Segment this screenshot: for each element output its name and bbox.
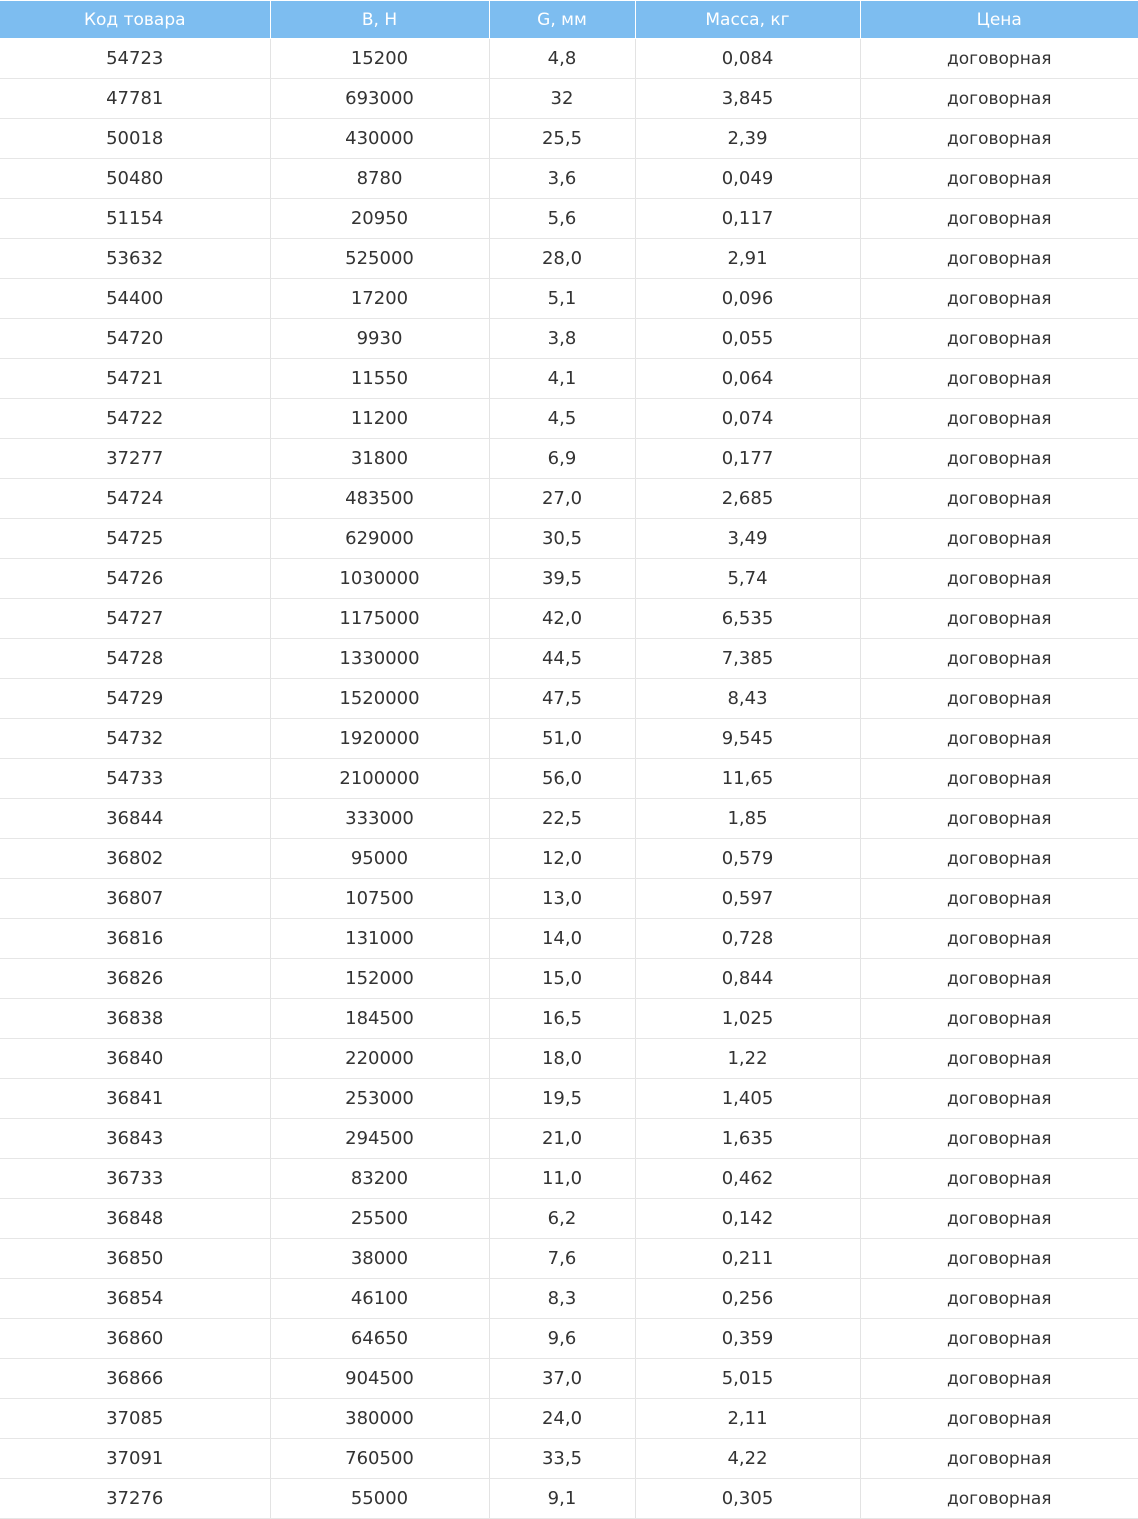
table-row <box>0 639 1138 679</box>
table-row <box>0 759 1138 799</box>
cell-mass: 0,579 <box>635 839 860 879</box>
cell-price: договорная <box>860 199 1138 239</box>
cell-load: 430000 <box>270 119 489 159</box>
cell-g-mm: 7,6 <box>489 1239 635 1279</box>
cell-price: договорная <box>860 1039 1138 1079</box>
cell-mass: 2,11 <box>635 1399 860 1439</box>
cell-mass: 0,211 <box>635 1239 860 1279</box>
cell-mass: 0,305 <box>635 1479 860 1519</box>
cell-g-mm: 3,8 <box>489 319 635 359</box>
cell-g-mm: 30,5 <box>489 519 635 559</box>
cell-load: 1330000 <box>270 639 489 679</box>
cell-g-mm: 24,0 <box>489 1399 635 1439</box>
cell-mass: 1,025 <box>635 999 860 1039</box>
cell-g-mm: 32 <box>489 79 635 119</box>
cell-g-mm: 33,5 <box>489 1439 635 1479</box>
cell-price: договорная <box>860 759 1138 799</box>
cell-product-code: 36860 <box>0 1319 270 1359</box>
table-row <box>0 159 1138 199</box>
cell-price: договорная <box>860 79 1138 119</box>
cell-mass: 0,049 <box>635 159 860 199</box>
cell-price: договорная <box>860 599 1138 639</box>
table-row <box>0 879 1138 919</box>
cell-load: 55000 <box>270 1479 489 1519</box>
cell-price: договорная <box>860 679 1138 719</box>
cell-mass: 6,535 <box>635 599 860 639</box>
cell-price: договорная <box>860 159 1138 199</box>
cell-price: договорная <box>860 399 1138 439</box>
cell-load: 629000 <box>270 519 489 559</box>
header-g-mm[interactable]: G, мм <box>489 1 635 39</box>
table-row <box>0 1039 1138 1079</box>
cell-product-code: 54726 <box>0 559 270 599</box>
cell-load: 31800 <box>270 439 489 479</box>
cell-product-code: 50018 <box>0 119 270 159</box>
cell-mass: 3,845 <box>635 79 860 119</box>
cell-product-code: 36843 <box>0 1119 270 1159</box>
cell-product-code: 36816 <box>0 919 270 959</box>
table-row <box>0 719 1138 759</box>
cell-load: 38000 <box>270 1239 489 1279</box>
cell-g-mm: 44,5 <box>489 639 635 679</box>
cell-mass: 2,685 <box>635 479 860 519</box>
cell-mass: 0,117 <box>635 199 860 239</box>
table-row <box>0 679 1138 719</box>
cell-product-code: 53632 <box>0 239 270 279</box>
cell-g-mm: 4,5 <box>489 399 635 439</box>
cell-load: 95000 <box>270 839 489 879</box>
cell-load: 152000 <box>270 959 489 999</box>
cell-mass: 2,39 <box>635 119 860 159</box>
cell-product-code: 36841 <box>0 1079 270 1119</box>
cell-mass: 9,545 <box>635 719 860 759</box>
cell-g-mm: 56,0 <box>489 759 635 799</box>
cell-product-code: 36844 <box>0 799 270 839</box>
cell-load: 294500 <box>270 1119 489 1159</box>
cell-product-code: 36848 <box>0 1199 270 1239</box>
table-row <box>0 1439 1138 1479</box>
cell-g-mm: 13,0 <box>489 879 635 919</box>
cell-product-code: 36854 <box>0 1279 270 1319</box>
table-row <box>0 999 1138 1039</box>
cell-mass: 7,385 <box>635 639 860 679</box>
cell-load: 83200 <box>270 1159 489 1199</box>
cell-load: 2100000 <box>270 759 489 799</box>
cell-product-code: 54725 <box>0 519 270 559</box>
cell-load: 131000 <box>270 919 489 959</box>
table-row <box>0 1119 1138 1159</box>
cell-mass: 4,22 <box>635 1439 860 1479</box>
cell-mass: 0,597 <box>635 879 860 919</box>
cell-mass: 0,084 <box>635 39 860 79</box>
cell-g-mm: 6,2 <box>489 1199 635 1239</box>
cell-load: 693000 <box>270 79 489 119</box>
table-row <box>0 279 1138 319</box>
cell-product-code: 54721 <box>0 359 270 399</box>
cell-mass: 5,74 <box>635 559 860 599</box>
cell-mass: 11,65 <box>635 759 860 799</box>
cell-price: договорная <box>860 559 1138 599</box>
cell-product-code: 36826 <box>0 959 270 999</box>
cell-product-code: 54727 <box>0 599 270 639</box>
cell-product-code: 36840 <box>0 1039 270 1079</box>
cell-g-mm: 9,1 <box>489 1479 635 1519</box>
cell-load: 15200 <box>270 39 489 79</box>
cell-g-mm: 3,6 <box>489 159 635 199</box>
cell-product-code: 36733 <box>0 1159 270 1199</box>
cell-product-code: 36802 <box>0 839 270 879</box>
cell-product-code: 50480 <box>0 159 270 199</box>
cell-mass: 2,91 <box>635 239 860 279</box>
cell-mass: 8,43 <box>635 679 860 719</box>
cell-load: 333000 <box>270 799 489 839</box>
cell-g-mm: 5,1 <box>489 279 635 319</box>
table-row <box>0 559 1138 599</box>
cell-g-mm: 27,0 <box>489 479 635 519</box>
table-row <box>0 1359 1138 1399</box>
table-row <box>0 79 1138 119</box>
cell-price: договорная <box>860 39 1138 79</box>
cell-load: 1920000 <box>270 719 489 759</box>
cell-price: договорная <box>860 1399 1138 1439</box>
cell-load: 8780 <box>270 159 489 199</box>
cell-mass: 1,85 <box>635 799 860 839</box>
cell-load: 64650 <box>270 1319 489 1359</box>
cell-product-code: 36866 <box>0 1359 270 1399</box>
cell-g-mm: 4,1 <box>489 359 635 399</box>
cell-mass: 5,015 <box>635 1359 860 1399</box>
table-row <box>0 479 1138 519</box>
table-row <box>0 1399 1138 1439</box>
cell-g-mm: 12,0 <box>489 839 635 879</box>
table-row <box>0 1079 1138 1119</box>
cell-price: договорная <box>860 519 1138 559</box>
cell-g-mm: 9,6 <box>489 1319 635 1359</box>
cell-g-mm: 22,5 <box>489 799 635 839</box>
cell-price: договорная <box>860 359 1138 399</box>
cell-price: договорная <box>860 1479 1138 1519</box>
cell-load: 107500 <box>270 879 489 919</box>
cell-g-mm: 15,0 <box>489 959 635 999</box>
cell-product-code: 54724 <box>0 479 270 519</box>
cell-load: 1520000 <box>270 679 489 719</box>
table-row <box>0 519 1138 559</box>
cell-mass: 3,49 <box>635 519 860 559</box>
cell-product-code: 54723 <box>0 39 270 79</box>
cell-mass: 1,405 <box>635 1079 860 1119</box>
table-row <box>0 39 1138 79</box>
cell-load: 9930 <box>270 319 489 359</box>
cell-load: 380000 <box>270 1399 489 1439</box>
cell-price: договорная <box>860 879 1138 919</box>
cell-mass: 0,064 <box>635 359 860 399</box>
cell-load: 184500 <box>270 999 489 1039</box>
cell-g-mm: 16,5 <box>489 999 635 1039</box>
cell-product-code: 54722 <box>0 399 270 439</box>
cell-product-code: 54720 <box>0 319 270 359</box>
cell-price: договорная <box>860 239 1138 279</box>
cell-price: договорная <box>860 479 1138 519</box>
cell-product-code: 37276 <box>0 1479 270 1519</box>
cell-mass: 0,728 <box>635 919 860 959</box>
header-price[interactable]: Цена <box>860 1 1138 39</box>
table-row <box>0 359 1138 399</box>
table-row <box>0 199 1138 239</box>
cell-product-code: 37091 <box>0 1439 270 1479</box>
table-header <box>0 1 1138 39</box>
cell-g-mm: 8,3 <box>489 1279 635 1319</box>
cell-load: 11550 <box>270 359 489 399</box>
cell-g-mm: 28,0 <box>489 239 635 279</box>
cell-product-code: 54400 <box>0 279 270 319</box>
table-row <box>0 119 1138 159</box>
cell-g-mm: 37,0 <box>489 1359 635 1399</box>
cell-price: договорная <box>860 1159 1138 1199</box>
cell-g-mm: 6,9 <box>489 439 635 479</box>
cell-product-code: 54728 <box>0 639 270 679</box>
cell-product-code: 37085 <box>0 1399 270 1439</box>
table-row <box>0 1159 1138 1199</box>
table-row <box>0 1199 1138 1239</box>
cell-load: 20950 <box>270 199 489 239</box>
header-mass[interactable]: Масса, кг <box>635 1 860 39</box>
cell-g-mm: 5,6 <box>489 199 635 239</box>
table-row <box>0 1319 1138 1359</box>
cell-load: 483500 <box>270 479 489 519</box>
table-row <box>0 799 1138 839</box>
cell-load: 1175000 <box>270 599 489 639</box>
cell-price: договорная <box>860 119 1138 159</box>
header-row <box>0 1 1138 39</box>
cell-price: договорная <box>860 999 1138 1039</box>
cell-load: 525000 <box>270 239 489 279</box>
table-row <box>0 919 1138 959</box>
cell-price: договорная <box>860 839 1138 879</box>
table-row <box>0 1479 1138 1519</box>
cell-price: договорная <box>860 719 1138 759</box>
cell-mass: 1,635 <box>635 1119 860 1159</box>
cell-product-code: 36838 <box>0 999 270 1039</box>
table-body <box>0 39 1138 1519</box>
cell-price: договорная <box>860 1359 1138 1399</box>
table-row <box>0 959 1138 999</box>
cell-load: 25500 <box>270 1199 489 1239</box>
table-row <box>0 399 1138 439</box>
cell-mass: 0,055 <box>635 319 860 359</box>
cell-product-code: 54729 <box>0 679 270 719</box>
cell-product-code: 54733 <box>0 759 270 799</box>
table-row <box>0 839 1138 879</box>
cell-mass: 0,844 <box>635 959 860 999</box>
cell-price: договорная <box>860 319 1138 359</box>
cell-product-code: 54732 <box>0 719 270 759</box>
cell-price: договорная <box>860 959 1138 999</box>
cell-mass: 1,22 <box>635 1039 860 1079</box>
cell-g-mm: 21,0 <box>489 1119 635 1159</box>
cell-mass: 0,096 <box>635 279 860 319</box>
cell-mass: 0,177 <box>635 439 860 479</box>
cell-price: договорная <box>860 1199 1138 1239</box>
table-row <box>0 319 1138 359</box>
cell-price: договорная <box>860 439 1138 479</box>
header-product-code[interactable]: Код товара <box>0 1 270 39</box>
cell-load: 904500 <box>270 1359 489 1399</box>
table-row <box>0 239 1138 279</box>
cell-price: договорная <box>860 1279 1138 1319</box>
table-row <box>0 439 1138 479</box>
cell-g-mm: 11,0 <box>489 1159 635 1199</box>
cell-price: договорная <box>860 919 1138 959</box>
cell-g-mm: 42,0 <box>489 599 635 639</box>
cell-g-mm: 14,0 <box>489 919 635 959</box>
cell-price: договорная <box>860 1439 1138 1479</box>
cell-product-code: 36807 <box>0 879 270 919</box>
cell-g-mm: 19,5 <box>489 1079 635 1119</box>
cell-product-code: 36850 <box>0 1239 270 1279</box>
cell-load: 1030000 <box>270 559 489 599</box>
cell-price: договорная <box>860 1079 1138 1119</box>
cell-price: договорная <box>860 1319 1138 1359</box>
cell-price: договорная <box>860 1119 1138 1159</box>
cell-price: договорная <box>860 799 1138 839</box>
cell-price: договорная <box>860 639 1138 679</box>
cell-price: договорная <box>860 1239 1138 1279</box>
cell-g-mm: 4,8 <box>489 39 635 79</box>
cell-load: 220000 <box>270 1039 489 1079</box>
cell-mass: 0,359 <box>635 1319 860 1359</box>
table-row <box>0 1279 1138 1319</box>
table-row <box>0 1239 1138 1279</box>
cell-product-code: 51154 <box>0 199 270 239</box>
cell-g-mm: 51,0 <box>489 719 635 759</box>
cell-g-mm: 47,5 <box>489 679 635 719</box>
cell-load: 253000 <box>270 1079 489 1119</box>
cell-price: договорная <box>860 279 1138 319</box>
cell-mass: 0,074 <box>635 399 860 439</box>
cell-load: 760500 <box>270 1439 489 1479</box>
cell-mass: 0,142 <box>635 1199 860 1239</box>
table-row <box>0 599 1138 639</box>
cell-g-mm: 18,0 <box>489 1039 635 1079</box>
cell-g-mm: 39,5 <box>489 559 635 599</box>
cell-g-mm: 25,5 <box>489 119 635 159</box>
cell-product-code: 37277 <box>0 439 270 479</box>
cell-product-code: 47781 <box>0 79 270 119</box>
cell-mass: 0,256 <box>635 1279 860 1319</box>
header-load[interactable]: В, Н <box>270 1 489 39</box>
cell-load: 46100 <box>270 1279 489 1319</box>
cell-load: 17200 <box>270 279 489 319</box>
cell-load: 11200 <box>270 399 489 439</box>
cell-mass: 0,462 <box>635 1159 860 1199</box>
